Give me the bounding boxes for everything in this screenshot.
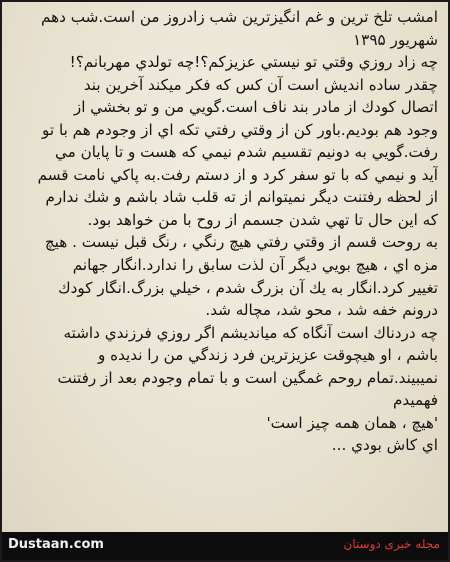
post-line: امشب تلخ ترين و غم انگيزترين شب زادروز من است.شب دهم — [41, 8, 438, 26]
post-line: فهميدم — [393, 391, 438, 410]
post-line: اي كاش بودي ... — [331, 436, 438, 455]
post-line: مزه اي ، هيچ بويي ديگر آن لذت سابق را ندارد.انگار جهانم — [72, 256, 438, 275]
watermark-bar — [2, 532, 448, 560]
post-line: به روحت قسم از وقتي رفتي هيچ رنگي ، رنگ قبل نيست . هيچ — [44, 233, 438, 252]
post-line: نميبيند.تمام روحم غمگين است و با تمام وجودم بعد از رفتنت — [57, 368, 438, 387]
post-line: درونم خفه شد ، محو شد، مچاله شد. — [205, 301, 438, 320]
post-line: اتصال كودك از مادر بند ناف است.گويي من و تو بخشي از — [73, 98, 438, 117]
text-card — [2, 2, 448, 532]
post-line: كه اين حال تا تهي شدن جسمم از روح با من خواهد بود. — [87, 210, 438, 229]
magazine-tagline: مجله خبری دوستان — [343, 537, 440, 551]
post-line: چقدر ساده انديش است آن كس كه فكر ميكند آخرين بند — [83, 75, 438, 94]
post-line: از لحظه رفتنت ديگر نميتوانم از ته قلب شاد باشم و شك ندارم — [45, 188, 438, 207]
post-line: چه دردناك است آنگاه كه ميانديشم اگر روزي فرزندي داشته — [63, 323, 438, 342]
post-line: تغيير كرد.انگار به يك آن بزرگ شدم ، خيلي بزرگ.انگار كودك — [58, 278, 438, 297]
post-line: 'هيچ ، همان همه چيز است' — [266, 413, 438, 432]
post-line: شهريور ۱۳۹۵ — [353, 30, 438, 49]
post-body — [12, 6, 438, 457]
post-line: چه زاد روزي وقتي تو نيستي عزيزكم؟!چه تولدي مهربانم؟! — [69, 53, 438, 72]
site-watermark: Dustaan.com — [8, 537, 104, 552]
post-line: وجود هم بوديم.باور كن از وقتي رفتي تكه اي از وجودم هم با تو — [42, 120, 438, 139]
post-line: آيد و نيمي كه با تو سفر كرد و از دستم رفت.به پاكي نامت قسم — [37, 165, 438, 184]
post-line: رفت.گويي به دونيم تقسيم شدم نيمي كه هست و تا پايان مي — [55, 143, 438, 162]
post-line: باشم ، او هيچوقت عزيزترين فرد زندگي من را نديده و — [97, 346, 438, 365]
